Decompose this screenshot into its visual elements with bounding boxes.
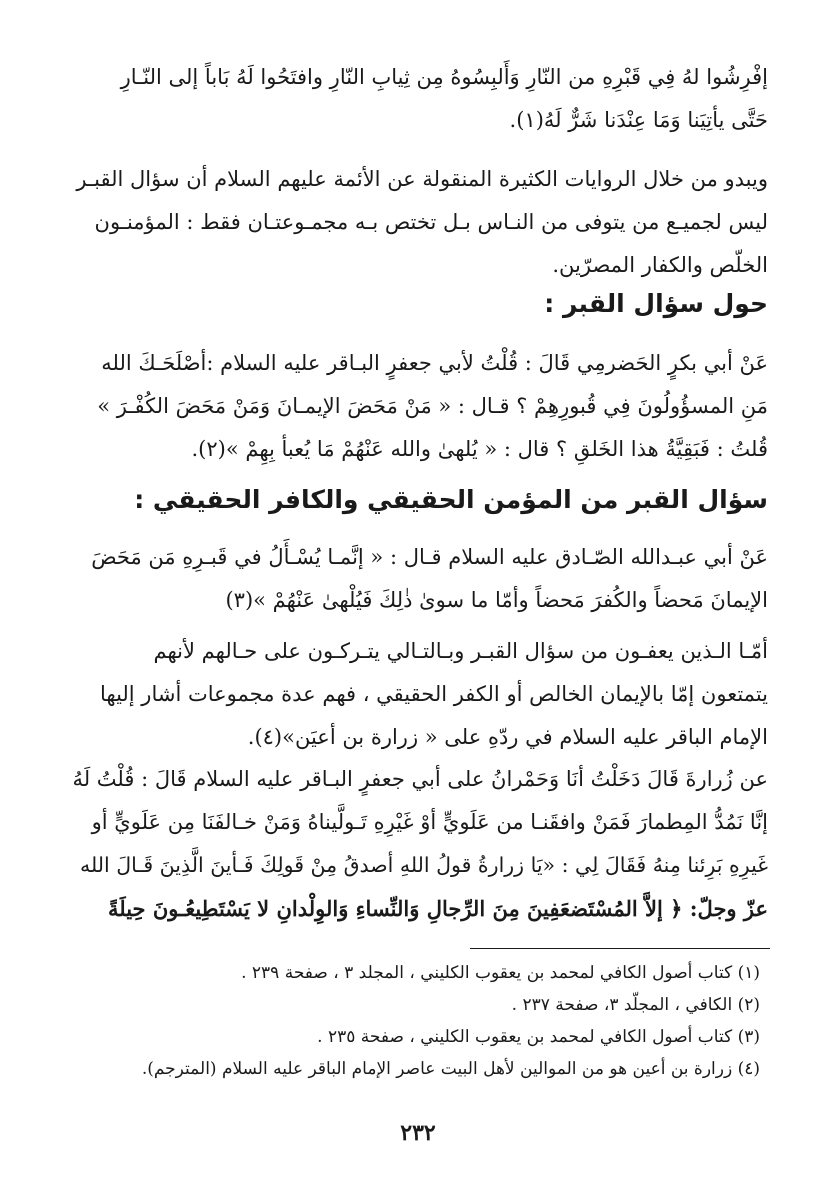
text-line: غَيرِهِ بَرِئنا مِنهُ فَقَالَ لِي : «يَا زرارةُ قولُ اللهِ أصدقُ مِنْ قَولِكَ فَـأينَ الَّذِينَ قَـالَ الله — [79, 853, 768, 877]
text-line: الإيمانَ مَحضاً والكُفرَ مَحضاً وأمّا ما سوىٰ ذٰلِكَ فَيُلْهىٰ عَنْهُمْ »(٣) — [225, 588, 768, 612]
text-line: الخلّص والكفار المصرّين. — [552, 253, 768, 277]
hadith-paragraph — [68, 342, 768, 471]
text-line: عن زُرارةَ قَالَ دَخَلْتُ أنَا وَحَمْرانُ على أبي جعفرٍ البـاقر عليه السلام قَالَ : قُلْتُ لَهُ — [72, 767, 768, 791]
text-line: إنَّا نَمُدُّ المِطمارَ فَمَنْ وافقَنـا من عَلَويٍّ أوْ غَيْرِهِ تَـولَّيناهُ وَمَنْ خـالفَنَا مِن عَلَويٍّ أو — [91, 810, 768, 834]
text-line: قُلتُ : فَبَقِيَّةُ هذا الخَلقِ ؟ قال : « يُلهىٰ والله عَنْهُمْ مَا يُعبأ بِهِمْ »(٢). — [191, 437, 768, 461]
text-line: حَتَّى يأتِيَنا وَمَا عِنْدَنا شَرٌّ لَهُ(١). — [509, 108, 768, 132]
text-line: أمّـا الـذين يعفـون من سؤال القبـر وبـالتـالي يتـركـون على حـالهم لأنهم — [153, 639, 768, 663]
section-heading: حول سؤال القبر : — [544, 289, 768, 318]
text-line: الإمام الباقر عليه السلام في ردّهِ على « زرارة بن أعيَن»(٤). — [247, 725, 768, 749]
hadith-paragraph — [68, 536, 768, 622]
text-line: ليس لجميـع من يتوفى من النـاس بـل تختص بـه مجمـوعتـان فقط : المؤمنـون — [94, 210, 768, 234]
section-heading: سؤال القبر من المؤمن الحقيقي والكافر الحقيقي : — [134, 485, 768, 514]
text-line: عزّ وجلّ: ﴿ إلاَّ المُسْتَضعَفِينَ مِنَ الرِّجالِ وَالنِّساءِ وَالوِلْدانِ لا يَسْتَطِيعُـونَ حِيلَةً — [107, 896, 768, 921]
footnote: (٤) زرارة بن أعين هو من الموالين لأهل البيت عاصر الإمام الباقر عليه السلام (المترجم). — [141, 1059, 760, 1079]
footnote: (١) كتاب أصول الكافي لمحمد بن يعقوب الكليني ، المجلد ٣ ، صفحة ٢٣٩ . — [241, 963, 760, 983]
footnote-separator — [470, 948, 770, 949]
text-line: عَنْ أبي عبـدالله الصّـادق عليه السلام قـال : « إنَّمـا يُسْـأَلُ في قَبـرِهِ مَن مَحَضَ — [91, 545, 768, 569]
page-number: ٢٣٢ — [400, 1120, 436, 1146]
text-line: عَنْ أبي بكرٍ الحَضرمِي قَالَ : قُلْتُ لأبي جعفرٍ البـاقر عليه السلام :أصْلَحَـكَ الله — [101, 351, 768, 375]
quote-continuation — [68, 56, 768, 142]
body-paragraph — [68, 630, 768, 759]
intro-paragraph — [68, 158, 768, 287]
text-line: يتمتعون إمّا بالإيمان الخالص أو الكفر الحقيقي ، فهم عدة مجموعات أشار إليها — [99, 682, 768, 706]
text-line: إفْرِشُوا لهُ فِي قَبْرِهِ من النّارِ وَأَلبِسُوهُ مِن ثِيابِ النّارِ وافتَحُوا لَهُ بَاباً إلى النّـارِ — [120, 65, 768, 89]
footnote: (٢) الكافي ، المجلّد ٣، صفحة ٢٣٧ . — [511, 995, 760, 1015]
footnote: (٣) كتاب أصول الكافي لمحمد بن يعقوب الكليني ، صفحة ٢٣٥ . — [317, 1027, 760, 1047]
text-line: ويبدو من خلال الروايات الكثيرة المنقولة عن الأئمة عليهم السلام أن سؤال القبـر — [76, 167, 768, 191]
text-line: مَنِ المسؤُولُونَ فِي قُبورِهِمْ ؟ قـال : « مَنْ مَحَضَ الإيمـانَ وَمَنْ مَحَضَ الكُفْـرَ » — [97, 394, 768, 418]
hadith-paragraph — [68, 758, 768, 930]
